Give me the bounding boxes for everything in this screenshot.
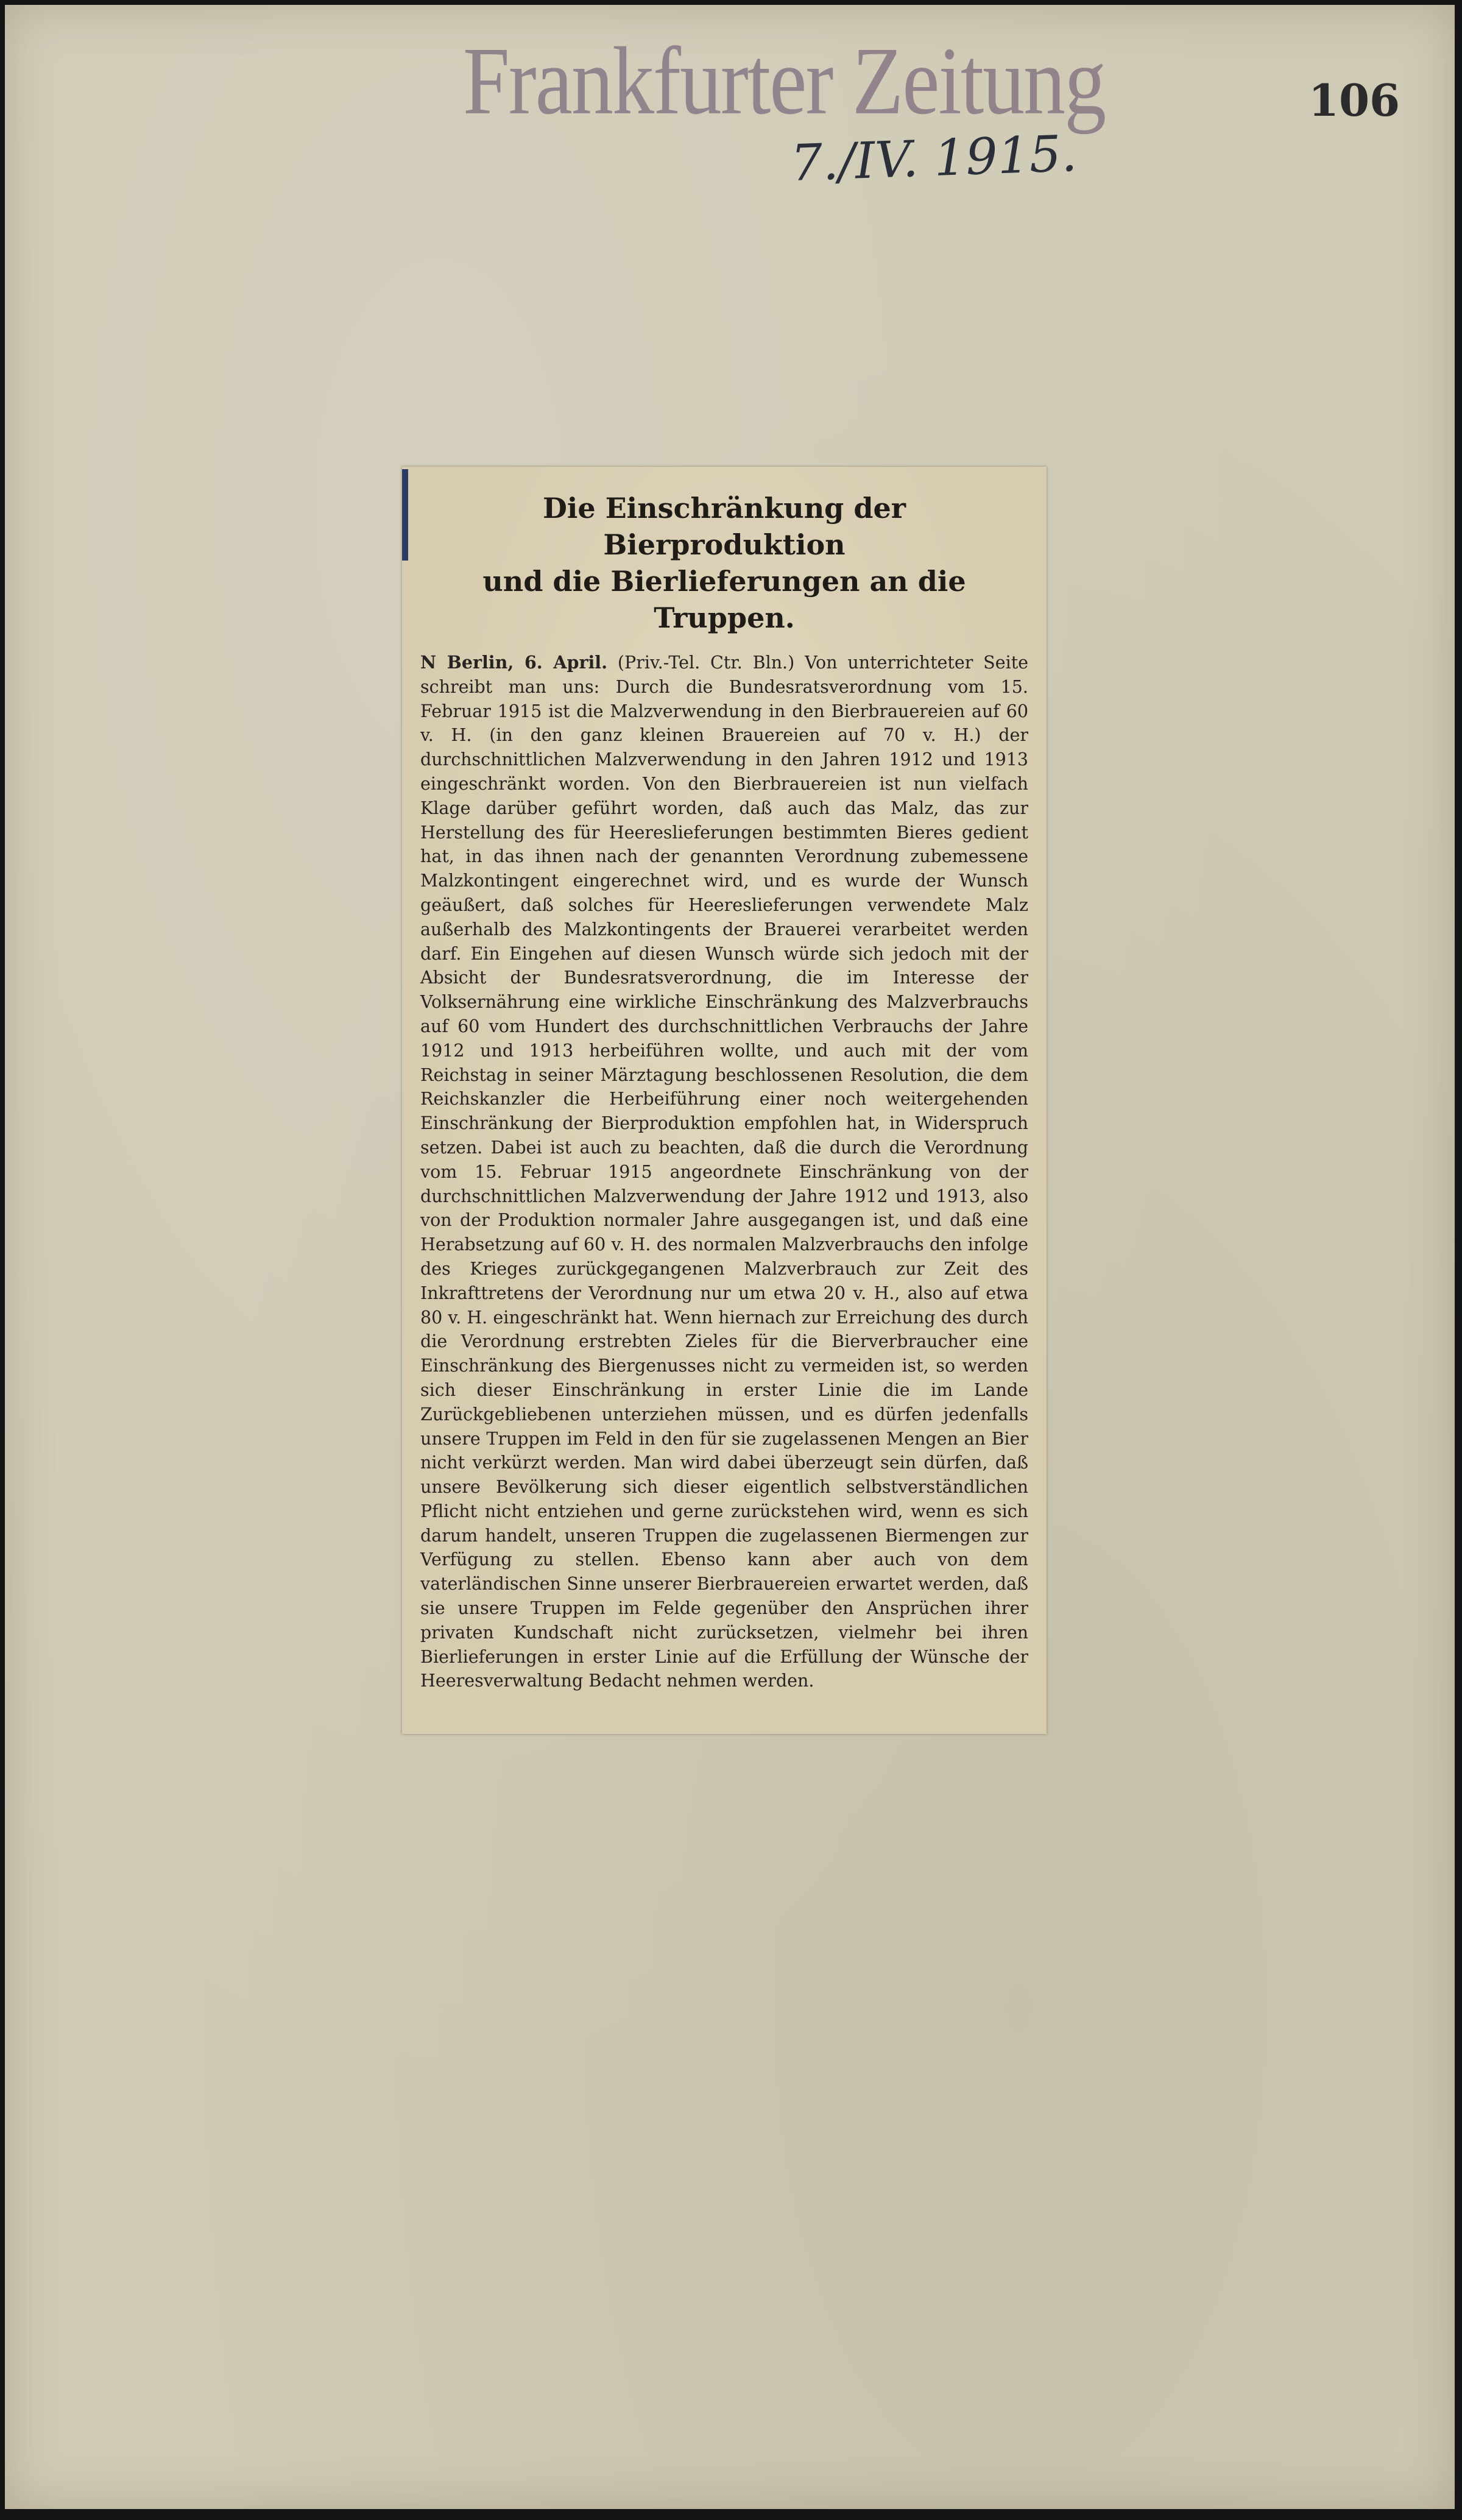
article-body bbox=[420, 651, 1028, 1693]
article-headline bbox=[420, 490, 1028, 636]
newspaper-clipping bbox=[402, 467, 1047, 1734]
handwritten-date: 7./IV. 1915. bbox=[789, 124, 1078, 193]
headline-line-2: und die Bierlieferungen an die Truppen. bbox=[482, 565, 966, 634]
page-number: 106 bbox=[1308, 74, 1400, 126]
blue-pencil-mark bbox=[402, 469, 408, 561]
newspaper-name-stamp: Frankfurter Zeitung bbox=[463, 27, 1106, 135]
article-text: (Priv.-Tel. Ctr. Bln.) Von unterrichteter Seite schreibt man uns: Durch die Bundesratsverordnung vom 15. Februar 1915 ist die Malzverwendung in den Bierbrauereien auf 60 v. H. (in den ganz kleinen Brauereien auf 70 v. H.) der durchschnittlichen Malzverwendung in den Jahren 1912 und 1913 eingeschränkt worden. Von den Bierbrauereien ist nun vielfach Klage darüber geführt worden, daß auch das Malz, das zur Herstellung des für Heereslieferungen bestimmten Bieres gedient hat, in das ihnen nach der genannten Verordnung zubemessene Malzkontingent eingerechnet wird, und es wurde der Wunsch geäußert, daß solches für Heereslieferungen verwendete Malz außerhalb des Malzkontingents der Brauerei verarbeitet werden darf. Ein Eingehen auf diesen Wunsch würde sich jedoch mit der Absicht der Bundesratsverordnung, die im Interesse der Volksernährung eine wirkliche Einschränkung des Malzverbrauchs auf 60 vom Hundert des durchschnittlichen Verbrauchs der Jahre 1912 und 1913 herbeiführen wollte, und auch mit der vom Reichstag in seiner Märztagung beschlossenen Resolution, die dem Reichskanzler die Herbeiführung einer noch weitergehenden Einschränkung der Bierproduktion empfohlen hat, in Widerspruch setzen. Dabei ist auch zu beachten, daß die durch die Verordnung vom 15. Februar 1915 angeordnete Einschränkung von der durchschnittlichen Malzverwendung der Jahre 1912 und 1913, also von der Produktion normaler Jahre ausgegangen ist, und daß eine Herabsetzung auf 60 v. H. des normalen Malzverbrauchs den infolge des Krieges zurückgegangenen Malzverbrauch zur Zeit des Inkrafttretens der Verordnung nur um etwa 20 v. H., also auf etwa 80 v. H. eingeschränkt hat. Wenn hiernach zur Erreichung des durch die Verordnung erstrebten Zieles für die Bierverbraucher eine Einschränkung des Biergenusses nicht zu vermeiden ist, so werden sich dieser Einschränkung in erster Linie die im Lande Zurückgebliebenen unterziehen müssen, und es dürfen jedenfalls unsere Truppen im Feld in den für sie zugelassenen Mengen an Bier nicht verkürzt werden. Man wird dabei überzeugt sein dürfen, daß unsere Bevölkerung sich dieser eigentlich selbstverständlichen Pflicht nicht entziehen und gerne zurückstehen wird, wenn es sich darum handelt, unseren Truppen die zugelassenen Biermengen zur Verfügung zu stellen. Ebenso kann aber auch von dem vaterländischen Sinne unserer Bierbrauereien erwartet werden, daß sie unsere Truppen im Felde gegenüber den Ansprüchen ihrer privaten Kundschaft nicht zurücksetzen, vielmehr bei ihren Bierlieferungen in erster Linie auf die Erfüllung der Wünsche der Heeresverwaltung Bedacht nehmen werden. bbox=[420, 653, 1029, 1691]
article-dateline: N Berlin, 6. April. bbox=[420, 652, 608, 673]
archive-sheet bbox=[5, 5, 1455, 2509]
headline-line-1: Die Einschränkung der Bierproduktion bbox=[542, 492, 906, 561]
